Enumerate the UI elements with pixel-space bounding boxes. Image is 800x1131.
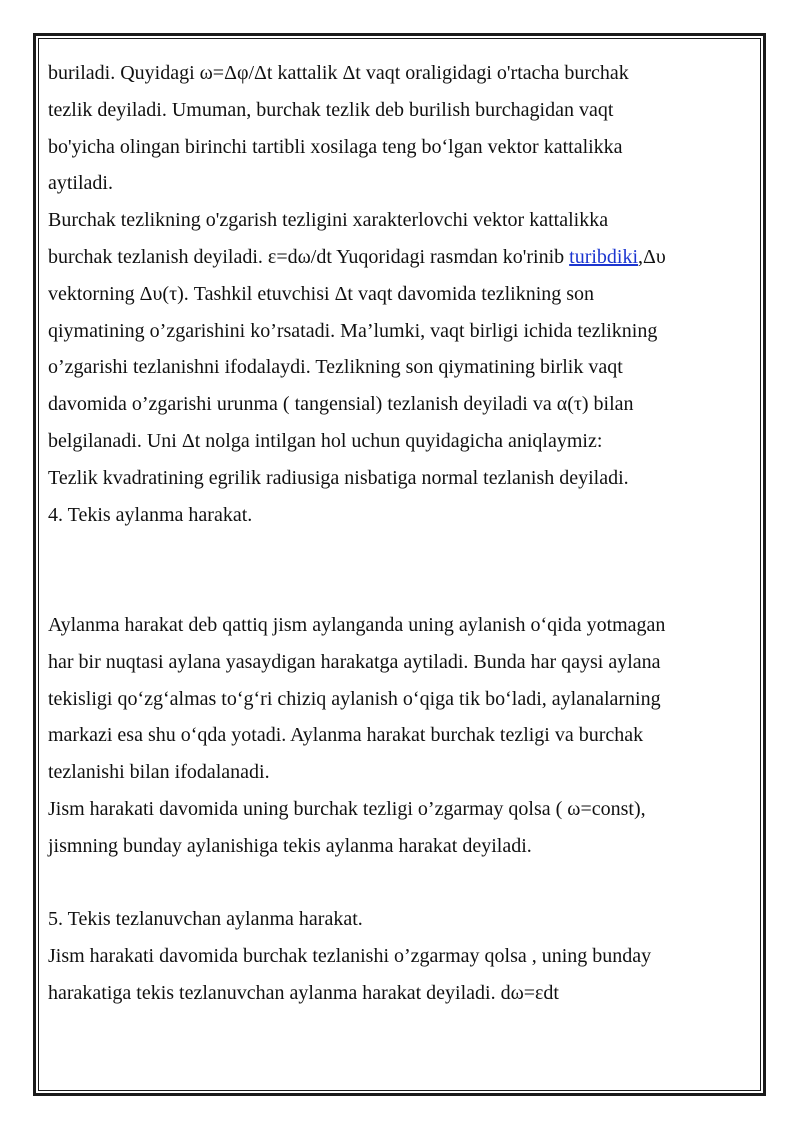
- text-line: markazi esa shu o‘qda yotadi. Aylanma harakat burchak tezligi va burchak: [48, 724, 644, 747]
- section-heading-4: 4. Tekis aylanma harakat.: [48, 503, 253, 526]
- text-line: vektorning Δυ(τ). Tashkil etuvchisi Δt vaqt davomida tezlikning son: [48, 282, 595, 305]
- paragraph-angular-velocity: [48, 55, 748, 202]
- text-line: tezlanishi bilan ifodalanadi.: [48, 761, 270, 784]
- text-line: buriladi. Quyidagi ω=Δφ/Δt kattalik Δt vaqt oraligidagi o'rtacha burchak: [48, 62, 629, 84]
- text-line: bo'yicha olingan birinchi tartibli xosilaga teng bo‘lgan vektor kattalikka: [48, 135, 623, 158]
- text-line: aytiladi.: [48, 172, 113, 195]
- paragraph-uniform-acceleration: [48, 938, 748, 1012]
- turibdiki-link[interactable]: turibdiki: [569, 245, 639, 268]
- text-line: tezlik deyiladi. Umuman, burchak tezlik deb burilish burchagidan vaqt: [48, 98, 614, 121]
- text-line: Tezlik kvadratining egrilik radiusiga nisbatiga normal tezlanish deyiladi.: [48, 466, 629, 489]
- text-line: har bir nuqtasi aylana yasaydigan harakatga aytiladi. Bunda har qaysi aylana: [48, 650, 661, 673]
- text-line: Jism harakati davomida uning burchak tezligi o’zgarmay qolsa ( ω=const),: [48, 797, 646, 820]
- text-segment: burchak tezlanish deyiladi. ε=dω/dt Yuqoridagi rasmdan ko'rinib: [48, 245, 570, 268]
- document-body: [48, 55, 748, 1012]
- text-line: qiymatining o’zgarishini ko’rsatadi. Ma’lumki, vaqt birligi ichida tezlikning: [48, 319, 658, 342]
- text-line: o’zgarishi tezlanishni ifodalaydi. Tezlikning son qiymatining birlik vaqt: [48, 356, 623, 379]
- text-line: belgilanadi. Uni Δt nolga intilgan hol uchun quyidagicha aniqlaymiz:: [48, 429, 603, 452]
- text-line: Aylanma harakat deb qattiq jism aylanganda uning aylanish o‘qida yotmagan: [48, 613, 666, 636]
- text-line: Burchak tezlikning o'zgarish tezligini xarakterlovchi vektor kattalikka: [48, 209, 609, 232]
- text-line: davomida o’zgarishi urunma ( tangensial) tezlanish deyiladi va α(τ) bilan: [48, 393, 634, 416]
- section-heading-5: 5. Tekis tezlanuvchan aylanma harakat.: [48, 908, 363, 931]
- text-line: tekisligi qo‘zg‘almas to‘g‘ri chiziq aylanish o‘qiga tik bo‘ladi, aylanalarning: [48, 687, 661, 710]
- text-line: Jism harakati davomida burchak tezlanishi o’zgarmay qolsa , uning bunday: [48, 945, 652, 968]
- blank-line: [48, 570, 748, 607]
- text-line-with-link: [48, 239, 748, 276]
- blank-line: [48, 533, 748, 570]
- blank-line: [48, 865, 748, 902]
- text-line: harakatiga tekis tezlanuvchan aylanma harakat deyiladi. dω=εdt: [48, 981, 559, 1004]
- text-segment: ,Δυ: [638, 245, 666, 268]
- paragraph-angular-acceleration: [48, 202, 748, 496]
- text-line: jismning bunday aylanishiga tekis aylanma harakat deyiladi.: [48, 834, 532, 857]
- paragraph-rotational-motion: [48, 607, 748, 865]
